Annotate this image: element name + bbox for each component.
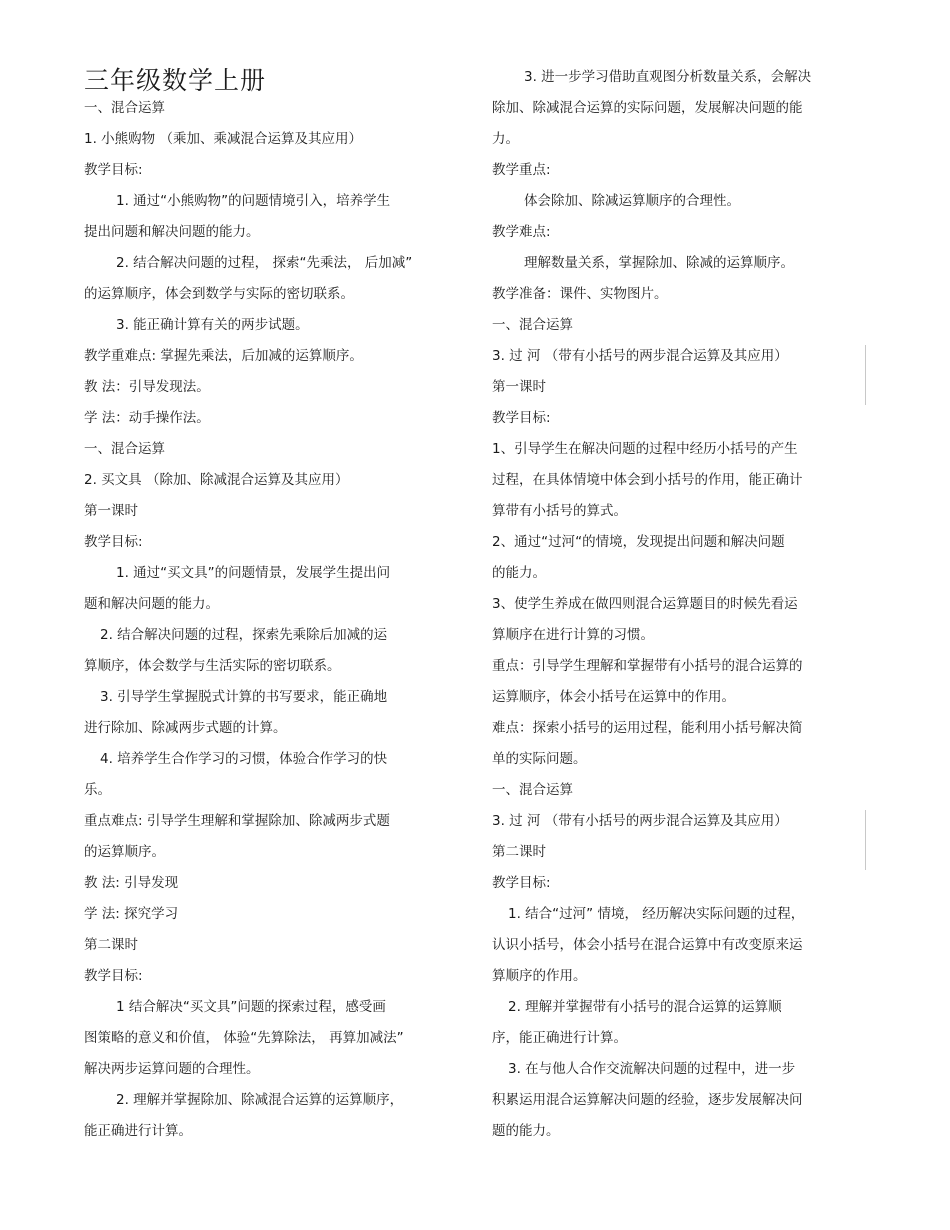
text-line: 过程，在具体情境中体会到小括号的作用，能正确计 xyxy=(492,472,803,488)
text-line: 力。 xyxy=(492,131,519,147)
margin-rule xyxy=(865,345,866,405)
text-line: 的运算顺序。 xyxy=(84,844,165,860)
text-line: 2、通过“过河“的情境，发现提出问题和解决问题 xyxy=(492,534,785,550)
document-title: 三年级数学上册 xyxy=(84,66,267,95)
text-line: 一、混合运算 xyxy=(84,100,165,116)
text-line: 第二课时 xyxy=(492,844,546,860)
text-line: 重点难点: 引导学生理解和掌握除加、除减两步式题 xyxy=(84,813,390,829)
text-line: 体会除加、除减运算顺序的合理性。 xyxy=(524,193,740,209)
text-line: 题和解决问题的能力。 xyxy=(84,596,219,612)
text-line: 第二课时 xyxy=(84,937,138,953)
text-line: 算顺序的作用。 xyxy=(492,968,587,984)
text-line: 积累运用混合运算解决问题的经验，逐步发展解决问 xyxy=(492,1092,803,1108)
right-text-block xyxy=(492,62,862,1147)
text-line: 乐。 xyxy=(84,782,111,798)
text-line: 3. 过 河 （带有小括号的两步混合运算及其应用） xyxy=(492,813,788,829)
right-column xyxy=(492,62,862,1147)
text-line: 算顺序在进行计算的习惯。 xyxy=(492,627,654,643)
text-line: 3. 在与他人合作交流解决问题的过程中，进一步 xyxy=(508,1061,796,1077)
text-line: 教学目标: xyxy=(492,410,551,426)
text-line: 提出问题和解决问题的能力。 xyxy=(84,224,260,240)
left-text-block xyxy=(84,93,459,1147)
text-line: 1 结合解决“买文具”问题的探索过程，感受画 xyxy=(116,999,386,1015)
text-line: 教学准备：课件、实物图片。 xyxy=(492,286,668,302)
text-line: 一、混合运算 xyxy=(84,441,165,457)
text-line: 1. 通过“小熊购物”的问题情境引入，培养学生 xyxy=(116,193,391,209)
text-line: 1. 通过“买文具”的问题情景，发展学生提出问 xyxy=(116,565,391,581)
text-line: 2. 结合解决问题的过程，探索先乘除后加减的运 xyxy=(100,627,388,643)
text-line: 学 法: 探究学习 xyxy=(84,906,179,922)
text-line: 运算顺序，体会小括号在运算中的作用。 xyxy=(492,689,735,705)
text-line: 教学目标: xyxy=(492,875,551,891)
text-line: 序，能正确进行计算。 xyxy=(492,1030,627,1046)
text-line: 3. 引导学生掌握脱式计算的书写要求，能正确地 xyxy=(100,689,388,705)
text-line: 4. 培养学生合作学习的习惯，体验合作学习的快 xyxy=(100,751,388,767)
text-line: 一、混合运算 xyxy=(492,782,573,798)
text-line: 题的能力。 xyxy=(492,1123,560,1139)
text-line: 算顺序，体会数学与生活实际的密切联系。 xyxy=(84,658,341,674)
text-line: 教 法: 引导发现 xyxy=(84,875,179,891)
text-line: 1. 结合“过河” 情境， 经历解决实际问题的过程， xyxy=(508,906,805,922)
text-line: 的运算顺序，体会到数学与实际的密切联系。 xyxy=(84,286,354,302)
text-line: 一、混合运算 xyxy=(492,317,573,333)
text-line: 理解数量关系，掌握除加、除减的运算顺序。 xyxy=(524,255,794,271)
text-line: 教学难点: xyxy=(492,224,551,240)
text-line: 教学目标: xyxy=(84,968,143,984)
text-line: 学 法：动手操作法。 xyxy=(84,410,210,426)
text-line: 重点：引导学生理解和掌握带有小括号的混合运算的 xyxy=(492,658,803,674)
text-line: 第一课时 xyxy=(492,379,546,395)
text-line: 难点：探索小括号的运用过程，能利用小括号解决简 xyxy=(492,720,803,736)
text-line: 3、使学生养成在做四则混合运算题目的时候先看运 xyxy=(492,596,798,612)
text-line: 教学重点: xyxy=(492,162,551,178)
text-line: 3. 能正确计算有关的两步试题。 xyxy=(116,317,309,333)
text-line: 除加、除减混合运算的实际问题，发展解决问题的能 xyxy=(492,100,803,116)
text-line: 教学重难点: 掌握先乘法，后加减的运算顺序。 xyxy=(84,348,363,364)
text-line: 单的实际问题。 xyxy=(492,751,587,767)
text-line: 1、引导学生在解决问题的过程中经历小括号的产生 xyxy=(492,441,798,457)
text-line: 教学目标: xyxy=(84,162,143,178)
text-line: 3. 进一步学习借助直观图分析数量关系，会解决 xyxy=(524,69,812,85)
text-line: 1. 小熊购物 （乘加、乘减混合运算及其应用） xyxy=(84,131,362,147)
text-line: 2. 买文具 （除加、除减混合运算及其应用） xyxy=(84,472,349,488)
text-line: 第一课时 xyxy=(84,503,138,519)
left-column xyxy=(84,62,459,1147)
text-line: 2. 理解并掌握除加、除减混合运算的运算顺序， xyxy=(116,1092,404,1108)
text-line: 认识小括号，体会小括号在混合运算中有改变原来运 xyxy=(492,937,803,953)
text-line: 能正确进行计算。 xyxy=(84,1123,192,1139)
text-line: 教 法：引导发现法。 xyxy=(84,379,210,395)
text-line: 2. 结合解决问题的过程， 探索“先乘法， 后加减” xyxy=(116,255,413,271)
text-line: 3. 过 河 （带有小括号的两步混合运算及其应用） xyxy=(492,348,788,364)
text-line: 教学目标: xyxy=(84,534,143,550)
text-line: 进行除加、除减两步式题的计算。 xyxy=(84,720,287,736)
text-line: 解决两步运算问题的合理性。 xyxy=(84,1061,260,1077)
text-line: 的能力。 xyxy=(492,565,546,581)
text-line: 图策略的意义和价值， 体验“先算除法， 再算加减法” xyxy=(84,1030,404,1046)
text-line: 算带有小括号的算式。 xyxy=(492,503,627,519)
margin-rule xyxy=(865,810,866,870)
text-line: 2. 理解并掌握带有小括号的混合运算的运算顺 xyxy=(508,999,782,1015)
